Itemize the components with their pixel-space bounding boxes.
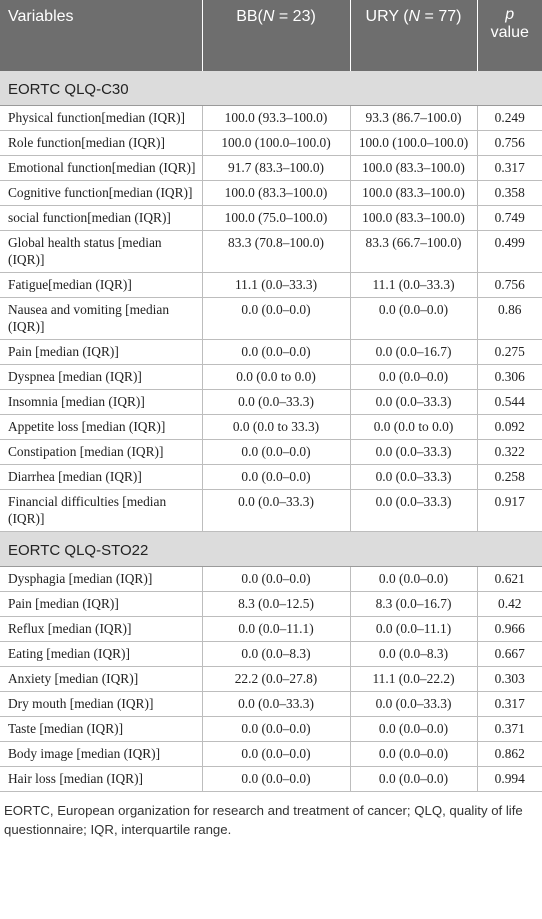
bb-value-cell: 100.0 (93.3–100.0) — [202, 106, 350, 131]
table-row — [0, 340, 542, 365]
variable-cell: Physical function[median (IQR)] — [0, 106, 202, 131]
ury-value-cell: 8.3 (0.0–16.7) — [350, 592, 477, 617]
header-ury-group — [350, 0, 477, 71]
variable-cell: Constipation [median (IQR)] — [0, 440, 202, 465]
bb-value-cell: 11.1 (0.0–33.3) — [202, 273, 350, 298]
header-bb-group — [202, 0, 350, 71]
p-value-cell: 0.667 — [477, 642, 542, 667]
bb-value-cell: 0.0 (0.0–33.3) — [202, 390, 350, 415]
variable-cell: Fatigue[median (IQR)] — [0, 273, 202, 298]
header-p-value — [477, 0, 542, 71]
p-value-cell: 0.862 — [477, 742, 542, 767]
table-row — [0, 415, 542, 440]
table-header — [0, 0, 542, 71]
variable-cell: Dyspnea [median (IQR)] — [0, 365, 202, 390]
table-row — [0, 390, 542, 415]
p-value-cell: 0.317 — [477, 692, 542, 717]
p-value-cell: 0.322 — [477, 440, 542, 465]
variable-cell: Anxiety [median (IQR)] — [0, 667, 202, 692]
variable-cell: Financial difficulties [median (IQR)] — [0, 490, 202, 532]
p-value-cell: 0.303 — [477, 667, 542, 692]
bb-value-cell: 0.0 (0.0–0.0) — [202, 340, 350, 365]
bb-value-cell: 83.3 (70.8–100.0) — [202, 231, 350, 273]
variable-cell: Hair loss [median (IQR)] — [0, 767, 202, 792]
ury-value-cell: 83.3 (66.7–100.0) — [350, 231, 477, 273]
bb-value-cell: 8.3 (0.0–12.5) — [202, 592, 350, 617]
p-value-cell: 0.86 — [477, 298, 542, 340]
p-value-cell: 0.499 — [477, 231, 542, 273]
table-row — [0, 617, 542, 642]
table-row — [0, 440, 542, 465]
bb-value-cell: 0.0 (0.0–8.3) — [202, 642, 350, 667]
ury-value-cell: 11.1 (0.0–33.3) — [350, 273, 477, 298]
p-value-cell: 0.621 — [477, 567, 542, 592]
bb-value-cell: 0.0 (0.0 to 0.0) — [202, 365, 350, 390]
bb-value-cell: 0.0 (0.0–0.0) — [202, 742, 350, 767]
ury-value-cell: 0.0 (0.0–8.3) — [350, 642, 477, 667]
header-variables: Variables — [0, 0, 202, 71]
bb-value-cell: 0.0 (0.0–0.0) — [202, 298, 350, 340]
bb-value-cell: 0.0 (0.0–11.1) — [202, 617, 350, 642]
ury-value-cell: 0.0 (0.0–33.3) — [350, 490, 477, 532]
p-value-cell: 0.966 — [477, 617, 542, 642]
table-row — [0, 131, 542, 156]
ury-value-cell: 0.0 (0.0–33.3) — [350, 692, 477, 717]
table-row — [0, 717, 542, 742]
header-bb-n-letter: N — [262, 8, 275, 25]
p-value-cell: 0.917 — [477, 490, 542, 532]
bb-value-cell: 0.0 (0.0–33.3) — [202, 692, 350, 717]
variable-cell: Dry mouth [median (IQR)] — [0, 692, 202, 717]
header-ury-n-value: = 77) — [420, 8, 462, 25]
ury-value-cell: 0.0 (0.0–33.3) — [350, 440, 477, 465]
bb-value-cell: 100.0 (75.0–100.0) — [202, 206, 350, 231]
p-value-cell: 0.275 — [477, 340, 542, 365]
ury-value-cell: 0.0 (0.0–0.0) — [350, 365, 477, 390]
variable-cell: Pain [median (IQR)] — [0, 340, 202, 365]
ury-value-cell: 0.0 (0.0–0.0) — [350, 742, 477, 767]
variable-cell: Role function[median (IQR)] — [0, 131, 202, 156]
section-title: EORTC QLQ-C30 — [0, 71, 542, 106]
section-title: EORTC QLQ-STO22 — [0, 532, 542, 567]
variable-cell: Nausea and vomiting [median (IQR)] — [0, 298, 202, 340]
table-row — [0, 465, 542, 490]
p-value-cell: 0.756 — [477, 131, 542, 156]
bb-value-cell: 0.0 (0.0–0.0) — [202, 440, 350, 465]
header-ury-n-letter: N — [408, 8, 421, 25]
variable-cell: Insomnia [median (IQR)] — [0, 390, 202, 415]
ury-value-cell: 0.0 (0.0–0.0) — [350, 717, 477, 742]
p-value-cell: 0.358 — [477, 181, 542, 206]
p-value-cell: 0.749 — [477, 206, 542, 231]
variable-cell: Appetite loss [median (IQR)] — [0, 415, 202, 440]
variable-cell: Taste [median (IQR)] — [0, 717, 202, 742]
table-row — [0, 365, 542, 390]
bb-value-cell: 0.0 (0.0–0.0) — [202, 717, 350, 742]
bb-value-cell: 0.0 (0.0–0.0) — [202, 767, 350, 792]
variable-cell: Diarrhea [median (IQR)] — [0, 465, 202, 490]
bb-value-cell: 0.0 (0.0 to 33.3) — [202, 415, 350, 440]
p-value-cell: 0.317 — [477, 156, 542, 181]
p-value-cell: 0.994 — [477, 767, 542, 792]
table-footnote: EORTC, European organization for research and treatment of cancer; QLQ, quality of life questionnaire; IQR, interquartile range. — [4, 803, 523, 837]
ury-value-cell: 0.0 (0.0–11.1) — [350, 617, 477, 642]
table-row — [0, 767, 542, 792]
ury-value-cell: 0.0 (0.0 to 0.0) — [350, 415, 477, 440]
ury-value-cell: 0.0 (0.0–16.7) — [350, 340, 477, 365]
p-value-cell: 0.544 — [477, 390, 542, 415]
variable-cell: social function[median (IQR)] — [0, 206, 202, 231]
variable-cell: Cognitive function[median (IQR)] — [0, 181, 202, 206]
header-row — [0, 0, 542, 71]
ury-value-cell: 0.0 (0.0–33.3) — [350, 465, 477, 490]
variable-cell: Pain [median (IQR)] — [0, 592, 202, 617]
table-row — [0, 181, 542, 206]
header-ury-prefix: URY ( — [365, 8, 409, 25]
ury-value-cell: 0.0 (0.0–33.3) — [350, 390, 477, 415]
ury-value-cell: 0.0 (0.0–0.0) — [350, 298, 477, 340]
table-row — [0, 742, 542, 767]
ury-value-cell: 100.0 (83.3–100.0) — [350, 206, 477, 231]
ury-value-cell: 11.1 (0.0–22.2) — [350, 667, 477, 692]
ury-value-cell: 0.0 (0.0–0.0) — [350, 567, 477, 592]
ury-value-cell: 100.0 (100.0–100.0) — [350, 131, 477, 156]
variable-cell: Dysphagia [median (IQR)] — [0, 567, 202, 592]
table-row — [0, 667, 542, 692]
table-row — [0, 156, 542, 181]
bb-value-cell: 22.2 (0.0–27.8) — [202, 667, 350, 692]
p-value-cell: 0.092 — [477, 415, 542, 440]
p-value-cell: 0.249 — [477, 106, 542, 131]
ury-value-cell: 93.3 (86.7–100.0) — [350, 106, 477, 131]
table-row — [0, 298, 542, 340]
table-row — [0, 642, 542, 667]
table-row — [0, 692, 542, 717]
header-p-letter: p — [505, 6, 515, 23]
bb-value-cell: 0.0 (0.0–0.0) — [202, 465, 350, 490]
variable-cell: Eating [median (IQR)] — [0, 642, 202, 667]
ury-value-cell: 0.0 (0.0–0.0) — [350, 767, 477, 792]
table-row — [0, 206, 542, 231]
variable-cell: Global health status [median (IQR)] — [0, 231, 202, 273]
section-row — [0, 532, 542, 567]
table-row — [0, 106, 542, 131]
p-value-cell: 0.258 — [477, 465, 542, 490]
p-value-cell: 0.756 — [477, 273, 542, 298]
variable-cell: Reflux [median (IQR)] — [0, 617, 202, 642]
section-row — [0, 71, 542, 106]
ury-value-cell: 100.0 (83.3–100.0) — [350, 156, 477, 181]
p-value-cell: 0.306 — [477, 365, 542, 390]
bb-value-cell: 100.0 (100.0–100.0) — [202, 131, 350, 156]
table-row — [0, 592, 542, 617]
variable-cell: Emotional function[median (IQR)] — [0, 156, 202, 181]
header-bb-prefix: BB( — [236, 8, 263, 25]
ury-value-cell: 100.0 (83.3–100.0) — [350, 181, 477, 206]
table-row — [0, 231, 542, 273]
p-value-cell: 0.371 — [477, 717, 542, 742]
table-row — [0, 567, 542, 592]
header-p-word: value — [490, 24, 529, 41]
table-row — [0, 490, 542, 532]
bb-value-cell: 0.0 (0.0–33.3) — [202, 490, 350, 532]
table-row — [0, 273, 542, 298]
bb-value-cell: 0.0 (0.0–0.0) — [202, 567, 350, 592]
bb-value-cell: 100.0 (83.3–100.0) — [202, 181, 350, 206]
p-value-cell: 0.42 — [477, 592, 542, 617]
table-body — [0, 71, 542, 792]
variable-cell: Body image [median (IQR)] — [0, 742, 202, 767]
bb-value-cell: 91.7 (83.3–100.0) — [202, 156, 350, 181]
header-bb-n-value: = 23) — [274, 8, 316, 25]
